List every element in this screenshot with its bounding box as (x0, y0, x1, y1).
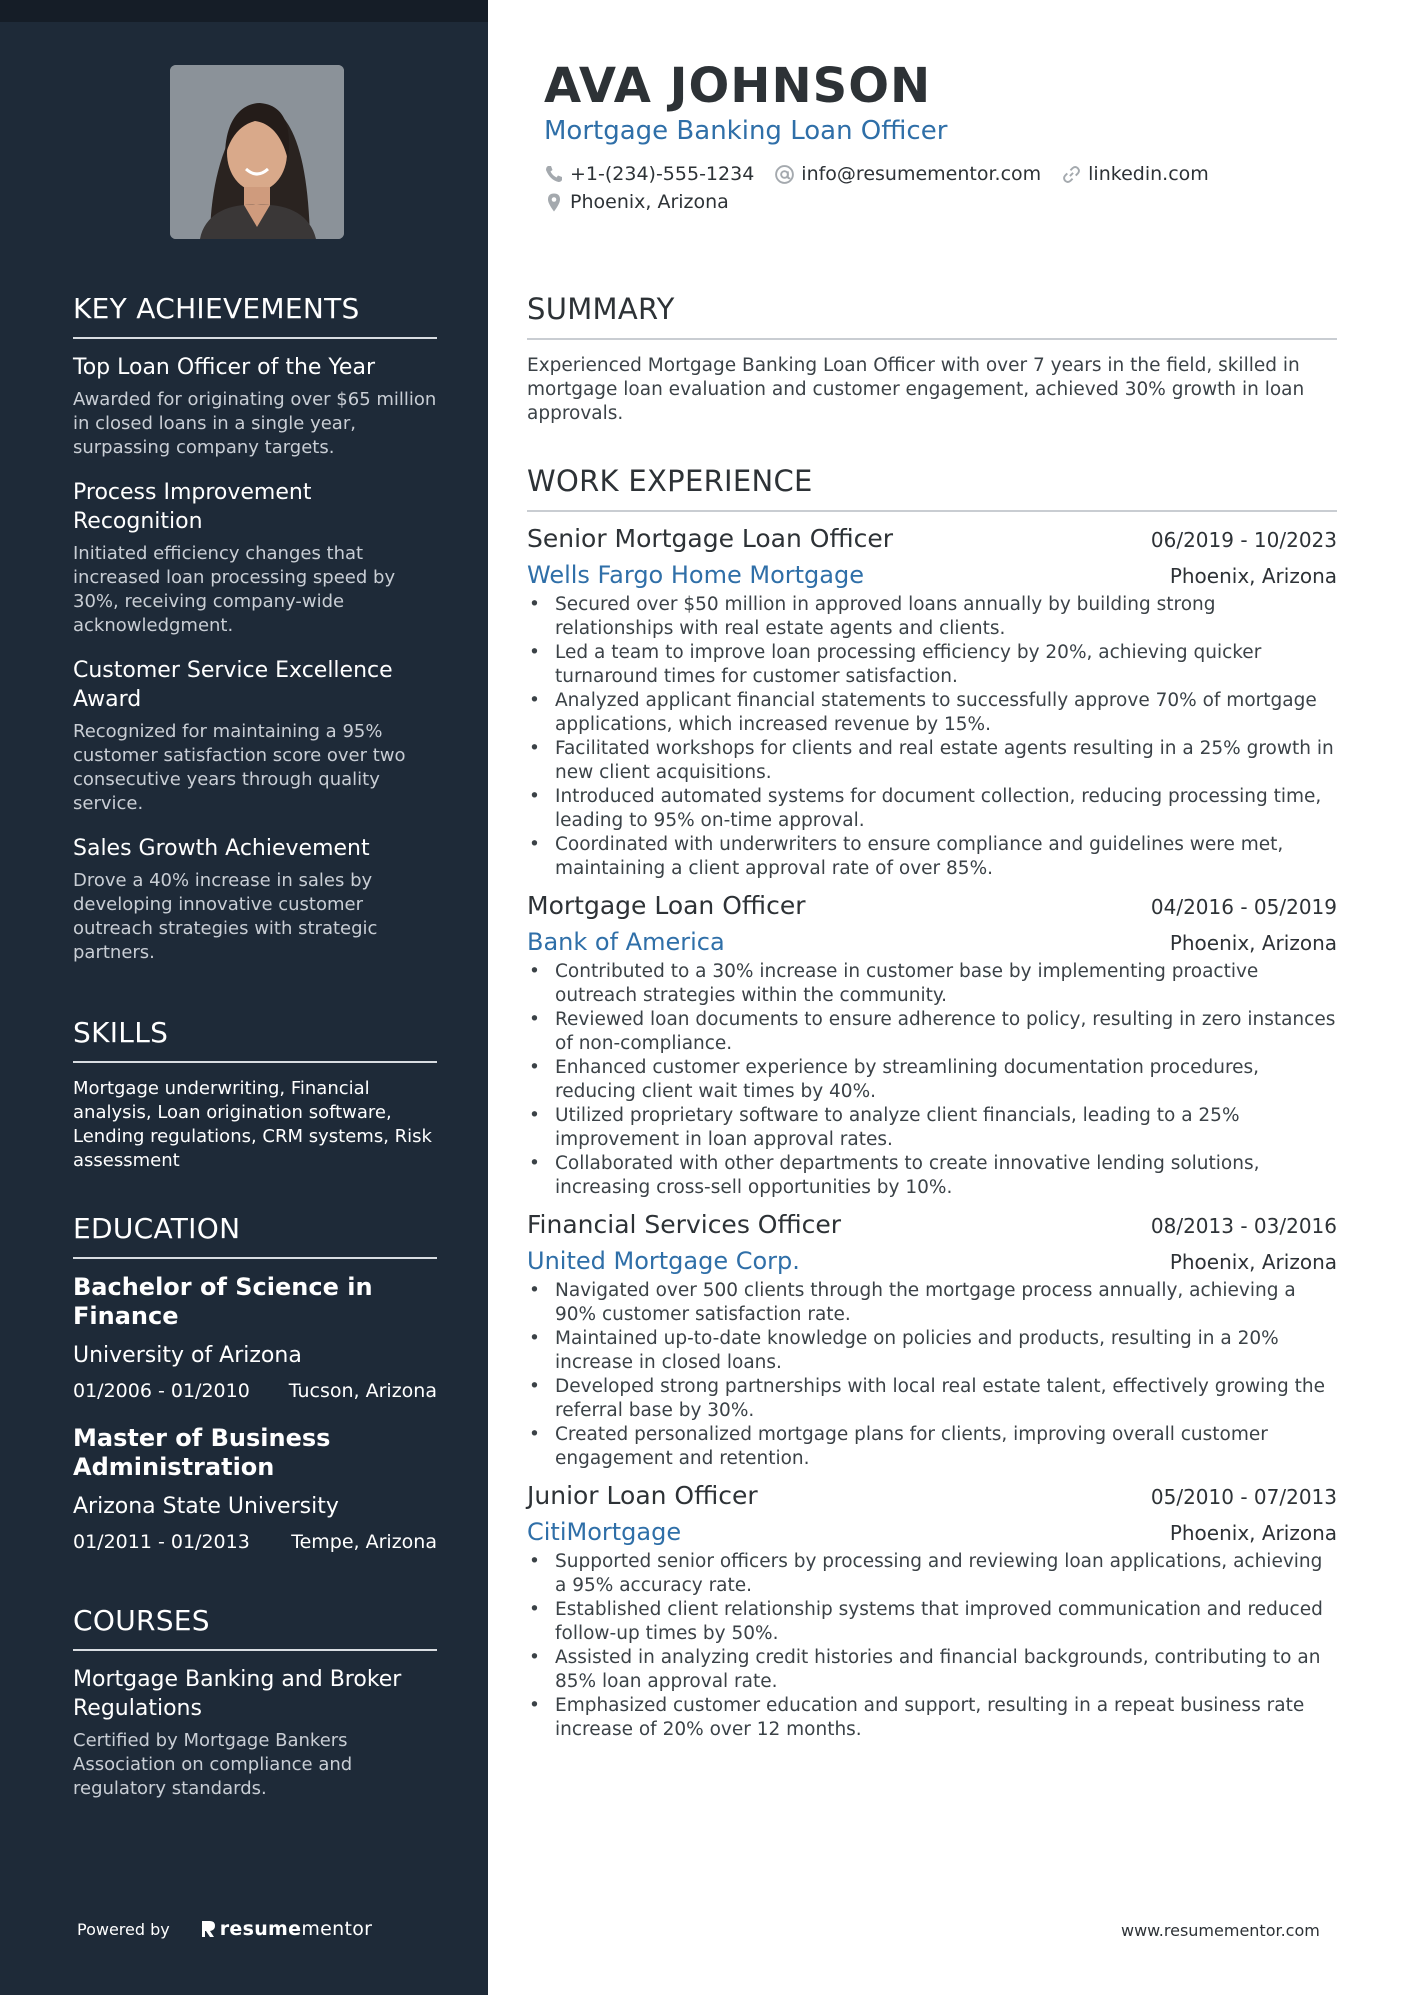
job-bullet: • Developed strong partnerships with local real estate talent, effectively growing the referral base by 30%. (527, 1375, 1337, 1423)
job-company: Bank of America (527, 928, 725, 956)
job-bullet: • Collaborated with other departments to create innovative lending solutions, increasing cross-sell opportunities by 10%. (527, 1152, 1337, 1200)
job-dates: 06/2019 - 10/2023 (1150, 528, 1337, 552)
contact-phone[interactable] (544, 163, 754, 185)
skills-list: Mortgage underwriting, Financial analysis, Loan origination software, Lending regulations, CRM systems, Risk assessment (73, 1078, 432, 1171)
phone-icon (544, 164, 564, 184)
location-text: Phoenix, Arizona (570, 191, 729, 213)
course-item (73, 1665, 437, 1801)
job-bullet: • Maintained up-to-date knowledge on policies and products, resulting in a 20% increase in closed loans. (527, 1327, 1337, 1375)
job-bullet: • Coordinated with underwriters to ensure compliance and guidelines were met, maintaining a client approval rate of over 85%. (527, 833, 1337, 881)
achievement-title: Process Improvement Recognition (73, 480, 312, 534)
achievement-item (73, 478, 437, 638)
achievement-item (73, 834, 437, 965)
courses-section (73, 1604, 437, 1819)
brand-name-bold: resume (219, 1918, 302, 1940)
achievement-item (73, 656, 437, 816)
achievement-title: Sales Growth Achievement (73, 836, 370, 861)
job-bullet: • Secured over $50 million in approved loans annually by building strong relationships with real estate agents and clients. (527, 593, 1337, 641)
linkedin-text: linkedin.com (1088, 163, 1209, 185)
education-section (73, 1212, 437, 1575)
job-entry (527, 891, 1337, 1200)
job-location: Phoenix, Arizona (1169, 931, 1337, 955)
summary-text: Experienced Mortgage Banking Loan Officer with over 7 years in the field, skilled in mortgage loan evaluation and customer engagement, achieved 30% growth in loan approvals. (527, 355, 1305, 424)
job-bullet: • Analyzed applicant financial statements to successfully approve 70% of mortgage applications, which increased revenue by 15%. (527, 689, 1337, 737)
email-text: info@resumementor.com (801, 163, 1042, 185)
achievement-title: Top Loan Officer of the Year (73, 355, 375, 380)
education-meta (73, 1380, 437, 1402)
candidate-role: Mortgage Banking Loan Officer (544, 116, 948, 146)
footer-site-link[interactable]: www.resumementor.com (1121, 1921, 1320, 1940)
job-bullet: • Assisted in analyzing credit histories and financial backgrounds, contributing to an 85% loan approval rate. (527, 1646, 1337, 1694)
job-title: Junior Loan Officer (527, 1481, 758, 1510)
job-bullet: • Introduced automated systems for document collection, reducing processing time, leading to 95% on-time approval. (527, 785, 1337, 833)
powered-by (77, 1918, 372, 1940)
achievement-desc: Drove a 40% increase in sales by developing innovative customer outreach strategies with strategic partners. (73, 870, 378, 963)
experience-heading: WORK EXPERIENCE (527, 464, 1337, 512)
job-bullet: • Utilized proprietary software to analyze client financials, leading to a 25% improvement in loan approval rates. (527, 1104, 1337, 1152)
job-entry (527, 524, 1337, 881)
job-bullet: • Emphasized customer education and support, resulting in a repeat business rate increase of 20% over 12 months. (527, 1694, 1337, 1742)
job-bullets (527, 960, 1337, 1200)
job-entry (527, 1210, 1337, 1471)
job-bullet: • Contributed to a 30% increase in customer base by implementing proactive outreach strategies within the community. (527, 960, 1337, 1008)
education-meta (73, 1531, 437, 1553)
job-dates: 04/2016 - 05/2019 (1150, 895, 1337, 919)
location-row (544, 191, 749, 213)
job-entry (527, 1481, 1337, 1742)
contact-email[interactable] (774, 163, 1041, 185)
achievements-section (73, 292, 437, 983)
education-degree: Bachelor of Science in Finance (73, 1273, 373, 1330)
skills-heading: SKILLS (73, 1016, 437, 1063)
achievement-desc: Awarded for originating over $65 million in closed loans in a single year, surpassing company targets. (73, 389, 437, 458)
education-heading: EDUCATION (73, 1212, 437, 1259)
experience-section (527, 464, 1337, 1742)
education-school: Arizona State University (73, 1494, 339, 1519)
job-bullet: • Enhanced customer experience by streamlining documentation procedures, reducing client wait times by 40%. (527, 1056, 1337, 1104)
education-dates: 01/2006 - 01/2010 (73, 1380, 250, 1402)
profile-photo (170, 65, 344, 239)
course-desc: Certified by Mortgage Bankers Association on compliance and regulatory standards. (73, 1730, 353, 1799)
powered-by-label: Powered by (77, 1919, 170, 1939)
job-title: Financial Services Officer (527, 1210, 842, 1239)
contact-row (544, 163, 1229, 185)
courses-heading: COURSES (73, 1604, 437, 1651)
brand-name-rest: mentor (301, 1918, 373, 1940)
achievement-item (73, 353, 437, 460)
education-school: University of Arizona (73, 1343, 302, 1368)
achievements-heading: KEY ACHIEVEMENTS (73, 292, 437, 339)
sidebar (0, 0, 488, 1995)
job-bullet: • Established client relationship systems that improved communication and reduced follow-up times by 50%. (527, 1598, 1337, 1646)
link-icon (1061, 164, 1082, 185)
job-bullet: • Led a team to improve loan processing efficiency by 20%, achieving quicker turnaround times for customer satisfaction. (527, 641, 1337, 689)
job-bullet: • Supported senior officers by processing and reviewing loan applications, achieving a 95% accuracy rate. (527, 1550, 1337, 1598)
map-pin-icon (544, 192, 564, 213)
job-bullet: • Created personalized mortgage plans for clients, improving overall customer engagement and retention. (527, 1423, 1337, 1471)
job-company: Wells Fargo Home Mortgage (527, 561, 864, 589)
job-bullet: • Facilitated workshops for clients and real estate agents resulting in a 25% growth in new client acquisitions. (527, 737, 1337, 785)
job-dates: 05/2010 - 07/2013 (1150, 1485, 1337, 1509)
job-bullets (527, 1279, 1337, 1471)
education-degree: Master of Business Administration (73, 1424, 331, 1481)
job-title: Senior Mortgage Loan Officer (527, 524, 894, 553)
job-company: CitiMortgage (527, 1518, 682, 1546)
candidate-name: AVA JOHNSON (544, 58, 932, 114)
education-dates: 01/2011 - 01/2013 (73, 1531, 250, 1553)
at-icon (774, 164, 795, 185)
education-location: Tempe, Arizona (291, 1531, 437, 1553)
achievement-desc: Recognized for maintaining a 95% customer satisfaction score over two consecutive years through quality service. (73, 721, 406, 814)
education-location: Tucson, Arizona (288, 1380, 437, 1402)
job-bullet: • Navigated over 500 clients through the mortgage process annually, achieving a 90% customer satisfaction rate. (527, 1279, 1337, 1327)
summary-heading: SUMMARY (527, 292, 1337, 340)
course-title: Mortgage Banking and Broker Regulations (73, 1667, 402, 1721)
job-company: United Mortgage Corp. (527, 1247, 800, 1275)
job-bullet: • Reviewed loan documents to ensure adherence to policy, resulting in zero instances of non-compliance. (527, 1008, 1337, 1056)
job-bullets (527, 593, 1337, 881)
job-dates: 08/2013 - 03/2016 (1150, 1214, 1337, 1238)
job-location: Phoenix, Arizona (1169, 1521, 1337, 1545)
job-location: Phoenix, Arizona (1169, 1250, 1337, 1274)
achievement-title: Customer Service Excellence Award (73, 658, 393, 712)
phone-text: +1-(234)-555-1234 (570, 163, 755, 185)
education-item (73, 1424, 437, 1553)
contact-linkedin[interactable] (1061, 163, 1209, 185)
skills-section (73, 1016, 437, 1173)
brand-logo[interactable] (200, 1918, 373, 1940)
contact-location (544, 191, 729, 213)
job-location: Phoenix, Arizona (1169, 564, 1337, 588)
job-title: Mortgage Loan Officer (527, 891, 806, 920)
education-item (73, 1273, 437, 1402)
achievement-desc: Initiated efficiency changes that increased loan processing speed by 30%, receiving company-wide acknowledgment. (73, 543, 396, 636)
sidebar-top-band (0, 0, 488, 22)
brand-logo-icon (200, 1919, 216, 1939)
job-bullets (527, 1550, 1337, 1742)
summary-section (527, 292, 1337, 426)
